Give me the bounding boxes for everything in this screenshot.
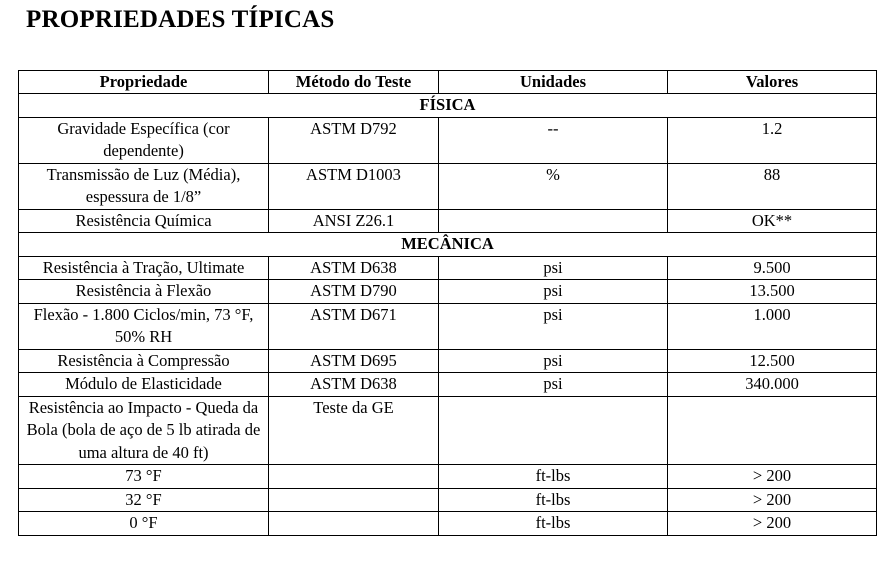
table-row — [19, 303, 877, 349]
units-cell: psi — [439, 349, 668, 373]
property-cell: Resistência à Flexão — [19, 280, 269, 304]
table-row — [19, 209, 877, 233]
value-cell: OK** — [668, 209, 877, 233]
value-cell — [668, 396, 877, 465]
section-label: FÍSICA — [19, 94, 877, 118]
property-cell: Gravidade Específica (cor dependente) — [19, 117, 269, 163]
page-title: PROPRIEDADES TÍPICAS — [26, 6, 335, 33]
value-cell: 1.2 — [668, 117, 877, 163]
value-cell: > 200 — [668, 488, 877, 512]
header-values: Valores — [668, 71, 877, 94]
property-cell: Resistência à Tração, Ultimate — [19, 256, 269, 280]
table-row — [19, 465, 877, 489]
units-cell: psi — [439, 373, 668, 397]
property-cell: Resistência ao Impacto - Queda da Bola (bola de aço de 5 lb atirada de uma altura de 40 ft) — [19, 396, 269, 465]
section-row-physical — [19, 94, 877, 118]
method-cell — [269, 465, 439, 489]
table-header-row — [19, 71, 877, 94]
table-row — [19, 488, 877, 512]
table-row — [19, 256, 877, 280]
method-cell: Teste da GE — [269, 396, 439, 465]
table-row — [19, 280, 877, 304]
units-cell: ft-lbs — [439, 465, 668, 489]
units-cell: ft-lbs — [439, 512, 668, 536]
header-property: Propriedade — [19, 71, 269, 94]
units-cell: % — [439, 163, 668, 209]
method-cell: ASTM D638 — [269, 256, 439, 280]
table-row — [19, 396, 877, 465]
value-cell: 1.000 — [668, 303, 877, 349]
property-cell: Resistência Química — [19, 209, 269, 233]
units-cell: ft-lbs — [439, 488, 668, 512]
table-row — [19, 117, 877, 163]
method-cell: ASTM D790 — [269, 280, 439, 304]
value-cell: 13.500 — [668, 280, 877, 304]
property-cell: Módulo de Elasticidade — [19, 373, 269, 397]
table-row — [19, 163, 877, 209]
method-cell: ASTM D638 — [269, 373, 439, 397]
units-cell: psi — [439, 303, 668, 349]
property-cell: Resistência à Compressão — [19, 349, 269, 373]
value-cell: 340.000 — [668, 373, 877, 397]
table-row — [19, 373, 877, 397]
method-cell: ASTM D792 — [269, 117, 439, 163]
table-row — [19, 512, 877, 536]
property-cell: 73 °F — [19, 465, 269, 489]
table-row — [19, 349, 877, 373]
properties-table — [18, 70, 877, 536]
header-test-method: Método do Teste — [269, 71, 439, 94]
method-cell: ASTM D671 — [269, 303, 439, 349]
method-cell: ANSI Z26.1 — [269, 209, 439, 233]
section-label: MECÂNICA — [19, 233, 877, 257]
units-cell — [439, 209, 668, 233]
value-cell: 88 — [668, 163, 877, 209]
units-cell: -- — [439, 117, 668, 163]
property-cell: Flexão - 1.800 Ciclos/min, 73 °F, 50% RH — [19, 303, 269, 349]
method-cell: ASTM D695 — [269, 349, 439, 373]
section-row-mechanical — [19, 233, 877, 257]
property-cell: Transmissão de Luz (Média), espessura de 1/8” — [19, 163, 269, 209]
value-cell: > 200 — [668, 465, 877, 489]
method-cell: ASTM D1003 — [269, 163, 439, 209]
property-cell: 32 °F — [19, 488, 269, 512]
units-cell: psi — [439, 256, 668, 280]
units-cell: psi — [439, 280, 668, 304]
header-units: Unidades — [439, 71, 668, 94]
units-cell — [439, 396, 668, 465]
value-cell: 12.500 — [668, 349, 877, 373]
value-cell: 9.500 — [668, 256, 877, 280]
method-cell — [269, 488, 439, 512]
property-cell: 0 °F — [19, 512, 269, 536]
value-cell: > 200 — [668, 512, 877, 536]
method-cell — [269, 512, 439, 536]
